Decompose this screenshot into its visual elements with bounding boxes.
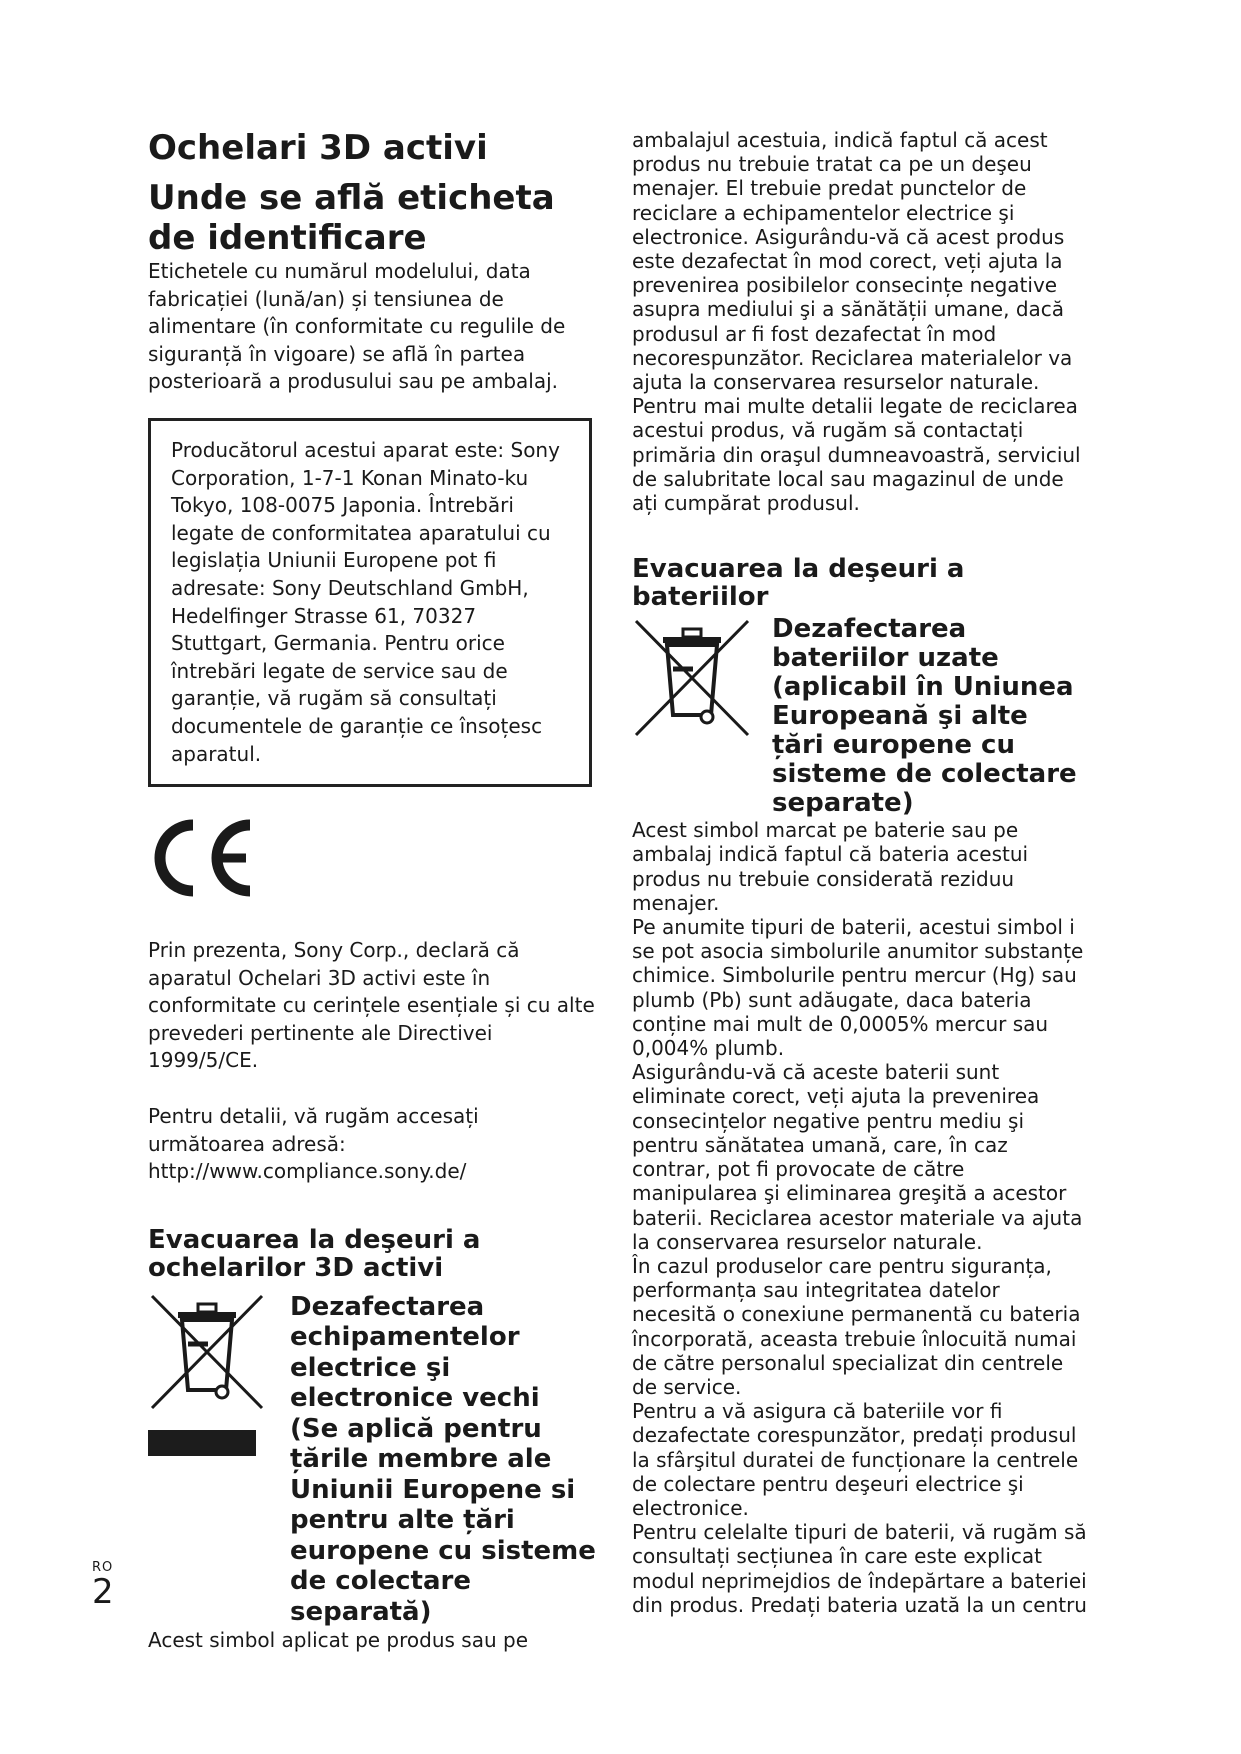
manufacturer-box — [148, 418, 592, 787]
declaration-paragraph: Prin prezenta, Sony Corp., declară că aparatul Ochelari 3D activi este în conformitate cu cerințele esențiale și cu alte prevederi pertinente ale Directivei 1999/5/CE. — [148, 938, 595, 1073]
battery-paragraph-5: Pentru a vă asigura că bateriile vor fi dezafectate corespunzător, predați produsul la sfârşitul duratei de funcționare la centrele de colectare pentru deşeuri electrice şi electronice. — [632, 1399, 1079, 1520]
compliance-url: http://www.compliance.sony.de/ — [148, 1159, 467, 1184]
crossed-out-bin-icon — [148, 1292, 290, 1416]
battery-paragraph-2: Pe anumite tipuri de baterii, acestui simbol i se pot asocia simbolurile anumitor substanțe chimice. Simbolurile pentru mercur (Hg) sau plumb (Pb) sunt adăugate, daca bateria conține mai mult de 0,0005% mercur sau 0,004% plumb. — [632, 915, 1084, 1061]
manufacturer-text: Producătorul acestui aparat este: Sony Corporation, 1-7-1 Konan Minato-ku Tokyo, 108-0075 Japonia. Întrebări legate de conformitatea aparatului cu legislația Uniunii Europene pot fi adresate: Sony Deutschland GmbH, Hedelfinger Strasse 61, 70327 Stuttgart, Germania. Pentru orice întrebări legate de service sau de garanție, vă rugăm să consultați documentele de garanție ce însoțesc aparatul. — [171, 437, 560, 766]
right-column — [632, 128, 1087, 1617]
left-column — [148, 128, 596, 1655]
weee-paragraph-start: Acest simbol aplicat pe produs sau pe — [148, 1628, 528, 1653]
weee-row — [148, 1292, 596, 1628]
battery-paragraph-1: Acest simbol marcat pe baterie sau pe ambalaj indică faptul că bateria acestui produs nu trebuie considerată reziduu menajer. — [632, 818, 1029, 915]
page-title: Ochelari 3D activi — [148, 128, 488, 168]
battery-paragraph-4: În cazul produselor care pentru siguranța, performanța sau integritatea datelor necesită o conexiune permanentă cu bateria încorporată, aceasta trebuie înlocuită numai de către personalul specializat din centrele de service. — [632, 1253, 1081, 1399]
battery-row — [632, 615, 1087, 818]
language-code: RO — [92, 1560, 114, 1575]
ce-mark-icon — [148, 813, 596, 909]
label-location-heading: Unde se află eticheta de identificare — [148, 178, 555, 258]
weee-more-info: Pentru mai multe detalii legate de reciclarea acestui produs, vă rugăm să contactați primăria din oraşul dumneavoastră, serviciul de salubritate local sau magazinul de unde ați cumpărat produsul. — [632, 394, 1081, 516]
battery-title: Dezafectarea bateriilor uzate (aplicabil în Uniunea Europeană şi alte țări europene cu sisteme de colectare separate) — [772, 614, 1077, 819]
label-info-paragraph: Etichetele cu numărul modelului, data fabricației (lună/an) și tensiunea de alimentare (în conformitate cu regulile de siguranță în vigoare) se află în partea posterioară a produsului sau pe ambalaj. — [148, 259, 566, 394]
glasses-disposal-heading: Evacuarea la deşeuri a ochelarilor 3D activi — [148, 1224, 481, 1283]
weee-paragraph-continued: ambalajul acestuia, indică faptul că acest produs nu trebuie tratat ca pe un deşeu menajer. El trebuie predat punctelor de reciclare a echipamentelor electrice şi electronice. Asigurându-vă că acest produs este dezafectat în mod corect, veți ajuta la prevenirea posibilelor consecințe negative asupra mediului şi a sănătății umane, dacă produsul ar fi fost dezafectat în mod necorespunzător. Reciclarea materialelor va ajuta la conservarea resurselor naturale. — [632, 128, 1073, 395]
battery-disposal-heading: Evacuarea la deşeuri a bateriilor — [632, 554, 965, 613]
details-intro: Pentru detalii, vă rugăm accesați următoarea adresă: — [148, 1104, 479, 1156]
battery-paragraph-6: Pentru celelalte tipuri de baterii, vă rugăm să consultați secțiunea în care este explicat modul neprimejdios de îndepărtare a bateriei din produs. Predați bateria uzată la un centru — [632, 1520, 1087, 1617]
separate-collection-bar — [148, 1430, 256, 1456]
page-number: 2 — [92, 1572, 114, 1612]
crossed-out-battery-bin-icon — [632, 615, 772, 743]
weee-title: Dezafectarea echipamentelor electrice şi electronice vechi (Se aplică pentru țările membre ale Uniunii Europene si pentru alte țări europene cu sisteme de colectare separată) — [290, 1291, 596, 1627]
battery-paragraph-3: Asigurându-vă că aceste baterii sunt eliminate corect, veți ajuta la prevenirea consecințelor negative pentru mediu şi pentru sănătatea umană, care, în caz contrar, pot fi provocate de către manipularea şi eliminarea greşită a acestor baterii. Reciclarea acestor materiale va ajuta la conservarea resurselor naturale. — [632, 1060, 1083, 1254]
